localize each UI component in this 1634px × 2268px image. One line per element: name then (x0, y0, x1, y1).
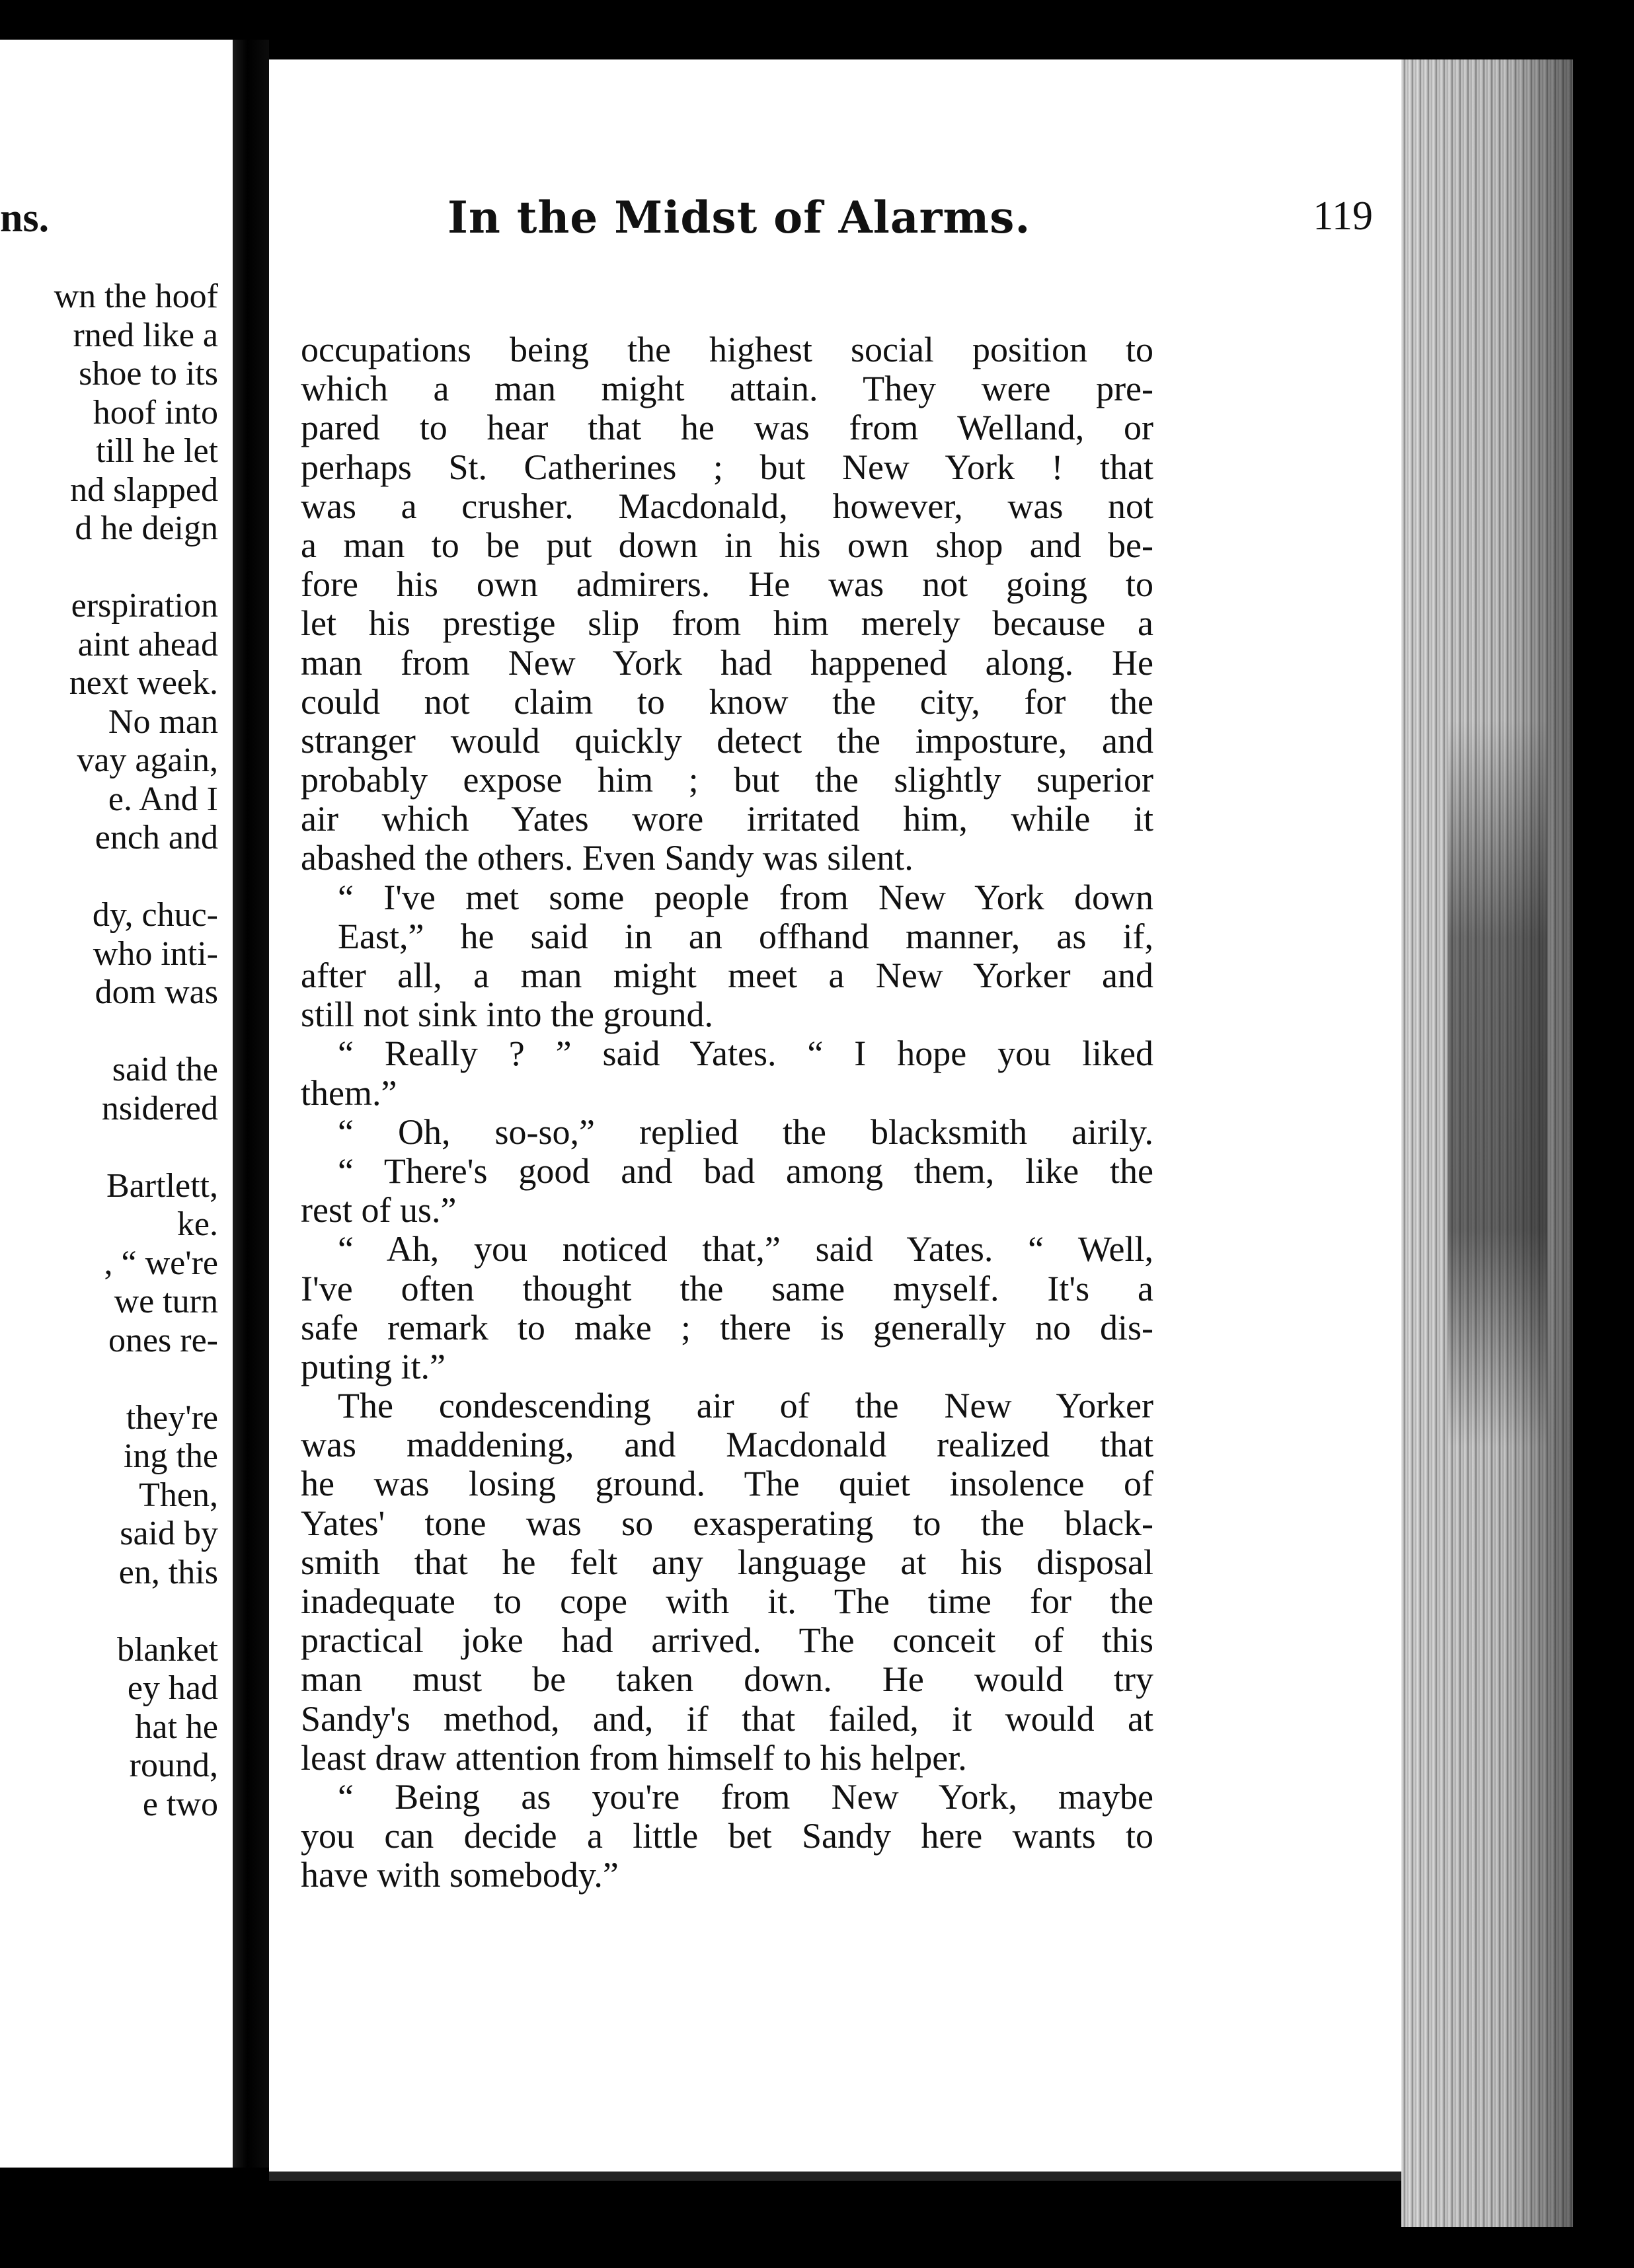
body-text-line: “ There's good and bad among them, like the (338, 1151, 1153, 1191)
body-text-line: have with somebody.” (301, 1856, 619, 1895)
body-text-line: after all, a man might meet a New Yorker and (301, 956, 1153, 995)
left-text-line: rned like a (73, 316, 218, 354)
body-text (301, 330, 1153, 1895)
body-text-line: East,” he said in an offhand manner, as if, (338, 917, 1153, 956)
body-text-line: least draw attention from himself to his helper. (301, 1738, 967, 1778)
left-text-line (0, 1360, 218, 1399)
left-text-line: blanket (116, 1630, 218, 1669)
left-text-line (0, 1592, 218, 1631)
book-gutter (233, 40, 269, 2168)
body-text-line: them.” (301, 1073, 397, 1113)
book-page-edges (1401, 59, 1573, 2227)
body-text-line: “ Being as you're from New York, maybe (338, 1777, 1153, 1817)
running-head-title: In the Midst of Alarms. (447, 192, 1031, 243)
body-text-line: could not claim to know the city, for the (301, 682, 1153, 722)
left-text-line: said by (120, 1515, 218, 1552)
left-text-line: ones re- (108, 1321, 218, 1359)
left-text-line: hoof into (93, 393, 218, 432)
left-text-line: next week. (69, 664, 218, 702)
body-text-line: practical joke had arrived. The conceit of this (301, 1621, 1153, 1661)
left-text-line: we turn (114, 1283, 218, 1320)
body-text-line: was maddening, and Macdonald realized that (301, 1425, 1153, 1465)
body-text-line: stranger would quickly detect the imposture, and (301, 721, 1153, 761)
body-text-line: “ I've met some people from New York down (338, 878, 1153, 917)
body-text-line: Yates' tone was so exasperating to the black- (301, 1503, 1153, 1543)
left-text-line: e two (142, 1785, 218, 1823)
body-text-line: Sandy's method, and, if that failed, it would at (301, 1699, 1153, 1739)
body-text-line: “ Oh, so-so,” replied the blacksmith airily. (338, 1112, 1153, 1152)
left-text-line: dom was (95, 973, 218, 1011)
left-text-line (0, 858, 218, 897)
edge-shadow (1401, 59, 1573, 2227)
body-text-line: man from New York had happened along. He (301, 643, 1153, 683)
left-page-text (0, 278, 218, 1824)
body-text-line: pared to hear that he was from Welland, or (301, 408, 1153, 448)
left-text-line: ing the (124, 1437, 218, 1475)
left-text-line: e. And I (108, 780, 218, 818)
left-text-line: round, (129, 1747, 218, 1784)
left-running-head: ns. (0, 196, 50, 241)
left-text-line: Bartlett, (106, 1166, 218, 1205)
left-text-line: nsidered (101, 1089, 218, 1127)
left-text-line: ench and (95, 819, 218, 856)
left-text-line: they're (126, 1398, 218, 1437)
body-text-line: abashed the others. Even Sandy was silent. (301, 839, 914, 878)
page-bottom-edge (269, 2172, 1406, 2181)
left-text-line: said the (112, 1051, 218, 1088)
left-text-line (0, 1012, 218, 1051)
body-text-line: he was losing ground. The quiet insolence of (301, 1464, 1153, 1504)
left-text-line: hat he (135, 1708, 218, 1746)
body-text-line: let his prestige slip from him merely because a (301, 604, 1153, 644)
left-text-line: shoe to its (79, 355, 218, 393)
body-text-line: you can decide a little bet Sandy here wants to (301, 1817, 1153, 1856)
body-text-line: occupations being the highest social position to (301, 330, 1153, 369)
body-text-line: The condescending air of the New Yorker (338, 1386, 1153, 1426)
body-text-line: man must be taken down. He would try (301, 1660, 1153, 1700)
left-text-line: ke. (176, 1205, 218, 1243)
body-text-line: still not sink into the ground. (301, 995, 714, 1035)
body-text-line: “ Ah, you noticed that,” said Yates. “ Well, (338, 1230, 1153, 1269)
body-text-line: air which Yates wore irritated him, while it (301, 800, 1153, 839)
body-text-line: was a crusher. Macdonald, however, was not (301, 486, 1153, 526)
left-text-line (0, 1128, 218, 1167)
left-text-line (0, 548, 218, 587)
body-text-line: puting it.” (301, 1347, 446, 1386)
left-text-line: nd slapped (70, 471, 218, 509)
left-text-line: aint ahead (77, 625, 218, 663)
body-text-line: I've often thought the same myself. It's a (301, 1269, 1153, 1308)
left-text-line: dy, chuc- (92, 896, 218, 934)
body-text-line: “ Really ? ” said Yates. “ I hope you liked (338, 1034, 1153, 1074)
left-text-line: till he let (96, 432, 218, 470)
left-text-line: vay again, (77, 741, 218, 779)
page-number: 119 (1313, 194, 1373, 239)
left-text-line: erspiration (71, 587, 218, 624)
left-text-line: No man (108, 702, 218, 741)
left-facing-page (0, 40, 233, 2168)
body-text-line: smith that he felt any language at his disposal (301, 1542, 1153, 1582)
body-text-line: rest of us.” (301, 1191, 457, 1230)
body-text-line: inadequate to cope with it. The time for the (301, 1582, 1153, 1621)
left-text-line: , “ we're (104, 1244, 218, 1282)
body-text-line: which a man might attain. They were pre- (301, 369, 1153, 409)
left-text-line: en, this (118, 1553, 218, 1591)
left-text-line: who inti- (93, 934, 218, 973)
left-text-line: wn the hoof (54, 278, 218, 315)
body-text-line: perhaps St. Catherines ; but New York ! that (301, 447, 1153, 487)
running-head (447, 192, 1373, 251)
body-text-line: safe remark to make ; there is generally no dis- (301, 1308, 1153, 1347)
body-text-line: a man to be put down in his own shop and be- (301, 525, 1153, 565)
left-text-line: d he deign (75, 510, 218, 547)
right-page (269, 59, 1406, 2181)
left-text-line: Then, (139, 1476, 218, 1514)
body-text-line: fore his own admirers. He was not going to (301, 565, 1153, 605)
body-text-line: probably expose him ; but the slightly superior (301, 761, 1153, 800)
left-text-line: ey had (127, 1669, 218, 1707)
